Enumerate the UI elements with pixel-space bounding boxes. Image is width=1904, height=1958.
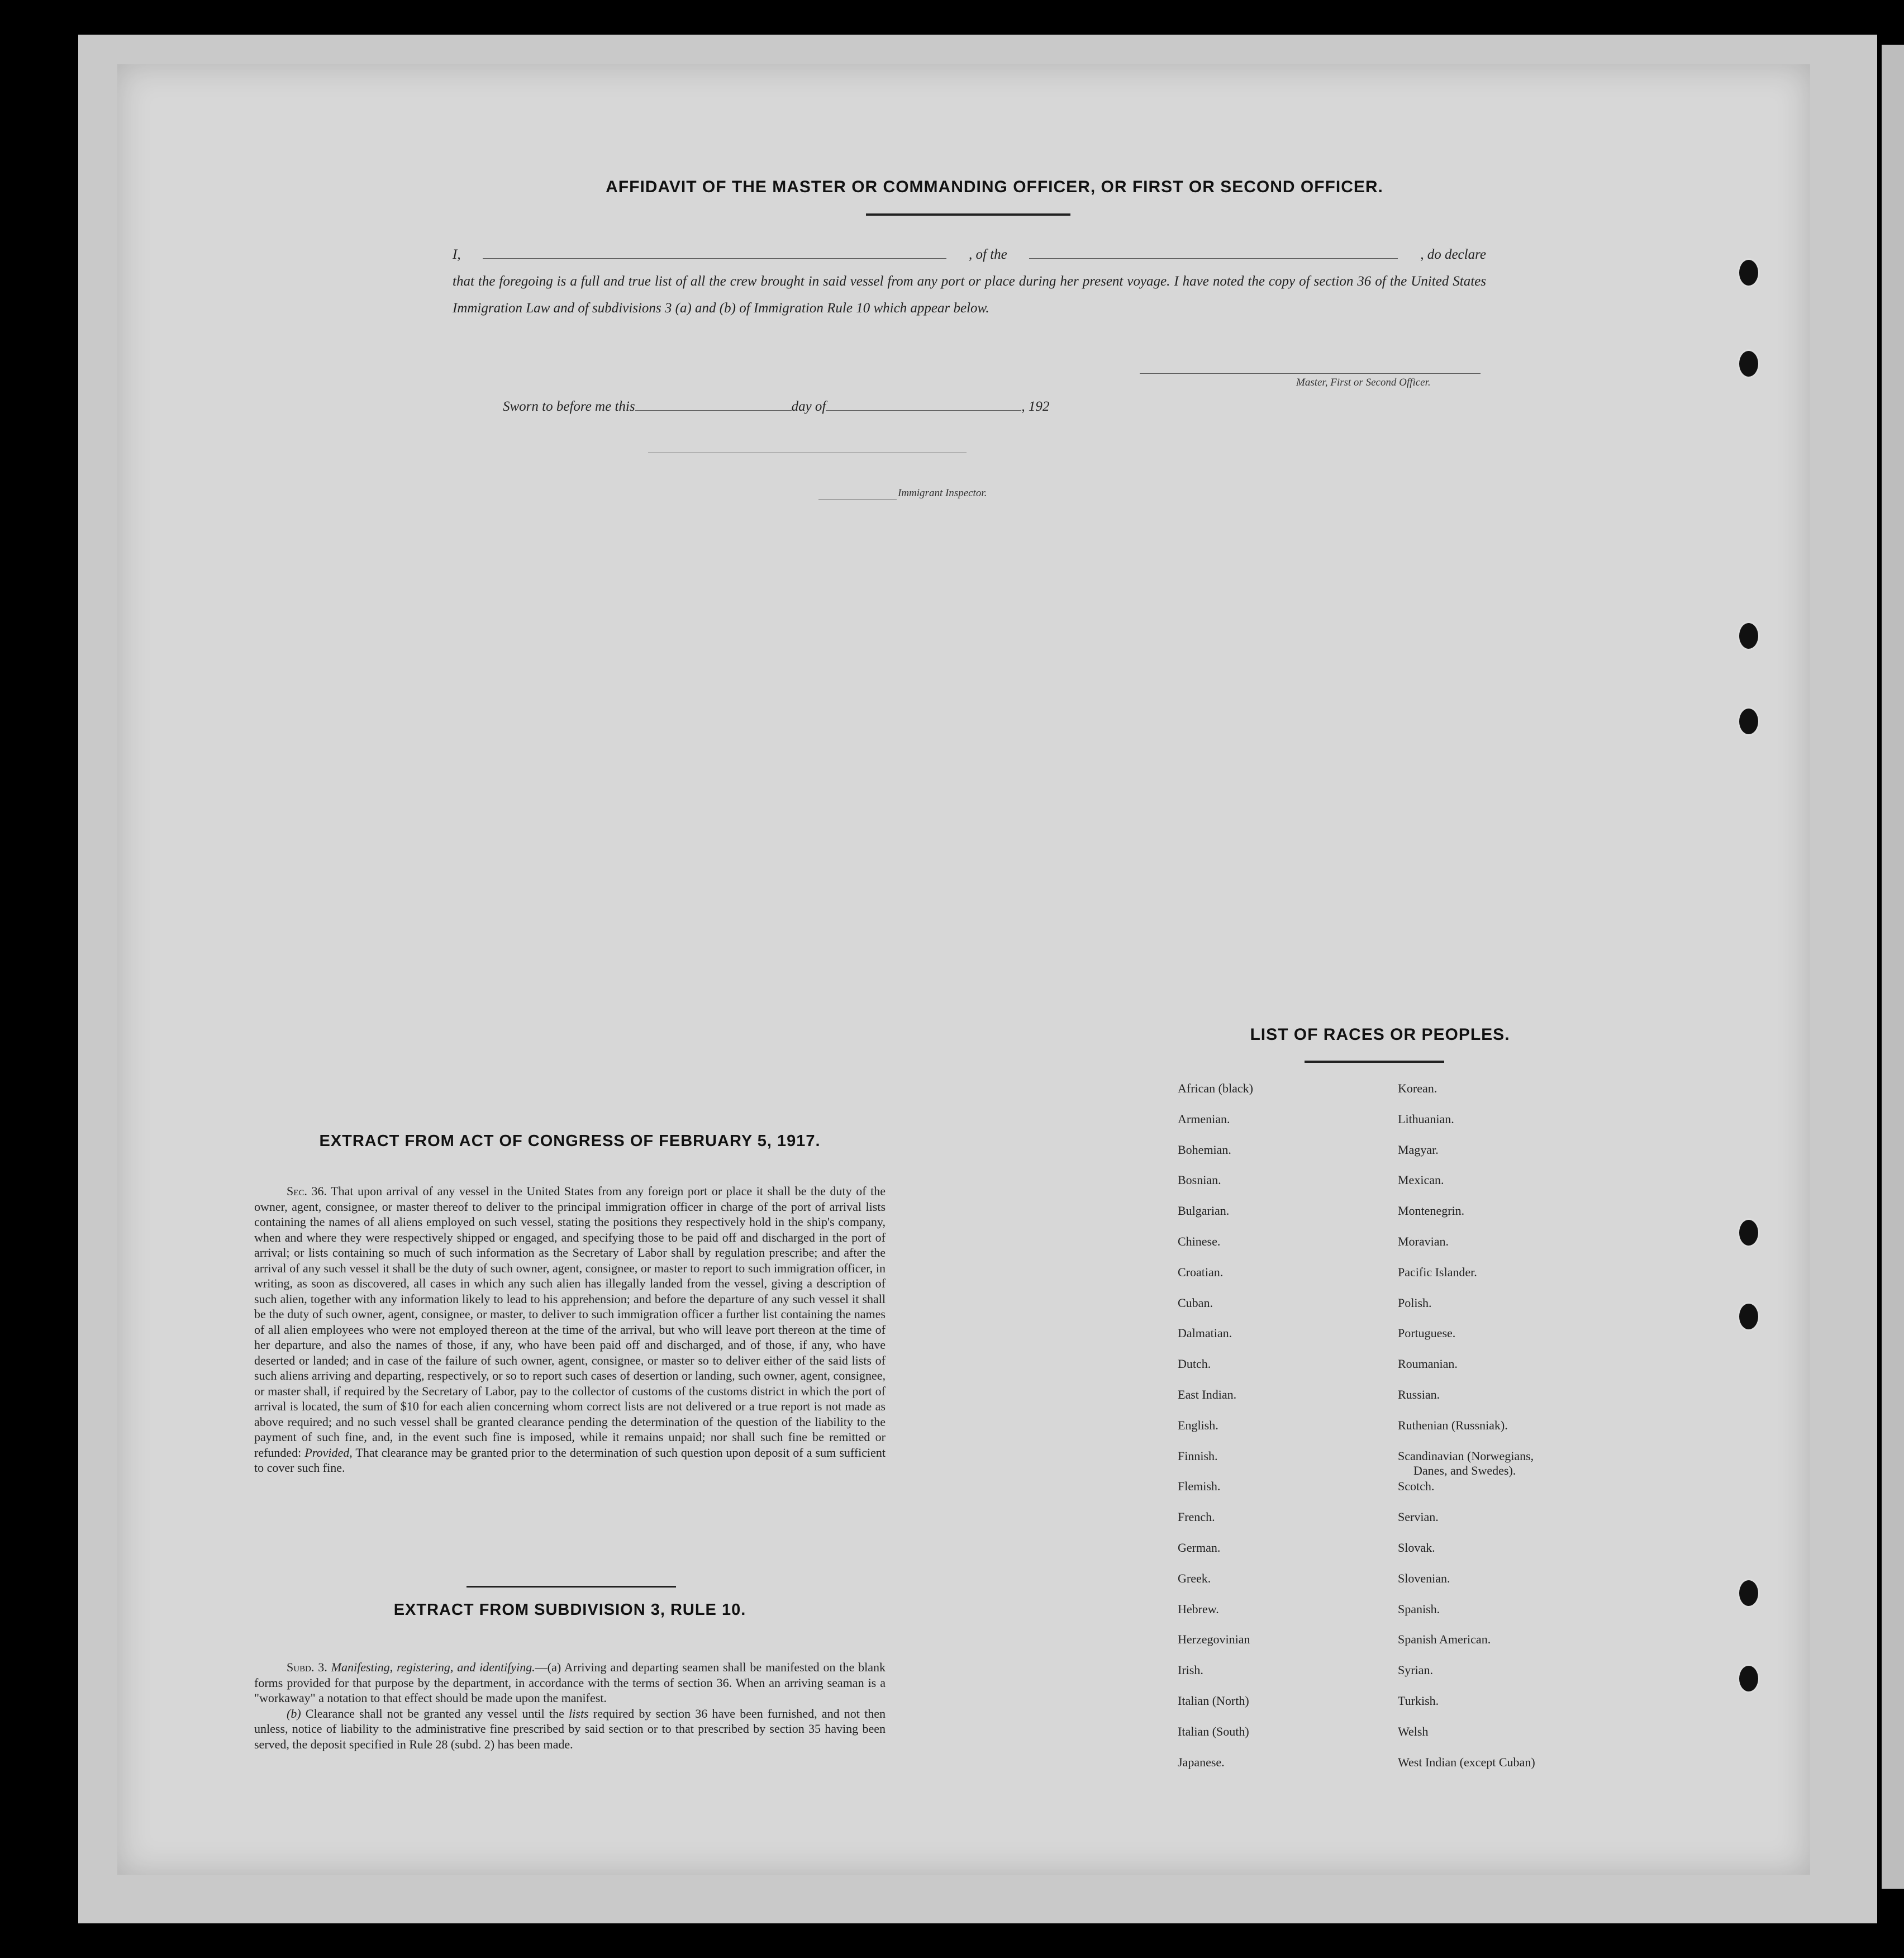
subd-heading: Manifesting, registering, and identifying. xyxy=(331,1660,535,1674)
race-item: Greek. xyxy=(1178,1571,1211,1585)
race-item: Korean. xyxy=(1398,1081,1437,1095)
race-item: Flemish. xyxy=(1178,1479,1221,1494)
subd-label: Subd. 3. xyxy=(287,1660,327,1674)
race-item: Dalmatian. xyxy=(1178,1326,1232,1341)
extract-rule-title: EXTRACT FROM SUBDIVISION 3, RULE 10. xyxy=(393,1601,746,1619)
punch-hole xyxy=(1738,707,1760,736)
race-item: Dutch. xyxy=(1178,1357,1211,1371)
subdivision-3-text xyxy=(254,1660,886,1752)
provided-word: Provided, xyxy=(304,1445,353,1460)
paragraph-a xyxy=(254,1660,886,1706)
race-item: Portuguese. xyxy=(1398,1326,1456,1341)
race-item: Welsh xyxy=(1398,1724,1429,1738)
affidavit-title: AFFIDAVIT OF THE MASTER OR COMMANDING OFFICER, OR FIRST OR SECOND OFFICER. xyxy=(606,178,1383,196)
race-item: Bohemian. xyxy=(1178,1142,1231,1157)
punch-hole xyxy=(1738,1302,1760,1331)
race-item: Mexican. xyxy=(1398,1173,1444,1187)
race-item: Bulgarian. xyxy=(1178,1204,1230,1218)
sworn-year: , 192 xyxy=(1021,399,1050,414)
para-b-label: (b) xyxy=(287,1706,301,1721)
race-item: Magyar. xyxy=(1398,1142,1439,1157)
race-item: Montenegrin. xyxy=(1398,1204,1465,1218)
race-item: Spanish. xyxy=(1398,1601,1440,1616)
race-item: Japanese. xyxy=(1178,1755,1225,1769)
do-declare-text: , do declare xyxy=(1420,247,1486,262)
race-item: Spanish American. xyxy=(1398,1632,1491,1647)
punch-hole xyxy=(1738,258,1760,287)
para-a-prefix: —(a) xyxy=(535,1660,561,1674)
race-item-scandinavian-cont: Danes, and Swedes). xyxy=(1413,1463,1516,1477)
para-b-text-1: Clearance shall not be granted any vessel until the xyxy=(305,1706,564,1721)
sworn-day-of: day of xyxy=(791,399,826,414)
section-36-text xyxy=(254,1184,886,1476)
race-item: Scotch. xyxy=(1398,1479,1435,1494)
race-item: Lithuanian. xyxy=(1398,1111,1454,1126)
race-item: Slovak. xyxy=(1398,1540,1435,1555)
race-item: French. xyxy=(1178,1510,1215,1524)
signature-line xyxy=(1140,373,1481,374)
adjacent-sheet xyxy=(1882,45,1904,1889)
sworn-day-field xyxy=(635,410,792,411)
race-item: West Indian (except Cuban) xyxy=(1398,1755,1535,1769)
race-item: Moravian. xyxy=(1398,1234,1449,1248)
sworn-month-field xyxy=(826,410,1021,411)
signature-label: Master, First or Second Officer. xyxy=(1296,377,1431,388)
punch-hole xyxy=(1738,621,1760,650)
punch-hole xyxy=(1738,349,1760,378)
extract-act-title: EXTRACT FROM ACT OF CONGRESS OF FEBRUARY 5, 1917. xyxy=(319,1132,821,1150)
paragraph-b xyxy=(254,1706,886,1752)
race-item: Roumanian. xyxy=(1398,1357,1458,1371)
race-item: Armenian. xyxy=(1178,1111,1230,1126)
race-item: Servian. xyxy=(1398,1510,1439,1524)
sworn-prefix: Sworn to before me this xyxy=(503,399,635,414)
punch-hole xyxy=(1738,1218,1760,1247)
vessel-name-field xyxy=(1029,258,1398,259)
race-item: Turkish. xyxy=(1398,1693,1439,1708)
of-the-text: , of the xyxy=(969,247,1007,262)
race-item: Herzegovinian xyxy=(1178,1632,1250,1647)
race-item: African (black) xyxy=(1178,1081,1253,1095)
para-b-text-2: required by section 36 have been furnished, and not then unless, notice of liability to the administrative fine prescribed by said section or to that prescribed by section 35 having been served, the deposit specified in Rule 28 (subd. 2) has been made. xyxy=(254,1706,886,1751)
race-item: Chinese. xyxy=(1178,1234,1221,1248)
race-item: Russian. xyxy=(1398,1387,1440,1401)
race-item: Italian (South) xyxy=(1178,1724,1249,1738)
race-item: Irish. xyxy=(1178,1663,1203,1677)
race-item: Finnish. xyxy=(1178,1448,1218,1463)
inspector-label: Immigrant Inspector. xyxy=(898,487,987,499)
punch-hole xyxy=(1738,1664,1760,1693)
race-item: Syrian. xyxy=(1398,1663,1433,1677)
race-item: Hebrew. xyxy=(1178,1601,1219,1616)
race-item: East Indian. xyxy=(1178,1387,1237,1401)
para-a-text: Arriving and departing seamen shall be manifested on the blank forms provided for that purpose by the department, in accordance with the terms of section 36. When an arriving seaman is a "workaway" a notation to that effect should be made upon the manifest. xyxy=(254,1660,886,1705)
extract-divider xyxy=(467,1586,676,1588)
section-label: Sec. 36. xyxy=(287,1184,327,1198)
provided-text: That clearance may be granted prior to the determination of such question upon deposit of a sum sufficient to cover such fine. xyxy=(254,1445,886,1475)
race-item: Cuban. xyxy=(1178,1295,1213,1310)
race-item: Bosnian. xyxy=(1178,1173,1221,1187)
race-item: English. xyxy=(1178,1418,1218,1432)
affidavit-body: that the foregoing is a full and true list of all the crew brought in said vessel from any port or place during her present voyage. I have noted the copy of section 36 of the United States Immigration Law and of subdivisions 3 (a) and (b) of Immigration Rule 10 which appear below. xyxy=(453,274,1486,316)
race-item: Polish. xyxy=(1398,1295,1432,1310)
section-text: That upon arrival of any vessel in the United States from any foreign port or place it shall be the duty of the owner, agent, consignee, or master thereof to deliver to the principal immigration officer in charge of the port of arrival lists containing the names of all aliens employed on such vessel, stating the positions they respectively hold in the ship's company, when and where they were respectively shipped or engaged, and specifying those to be paid off and discharged in the port of arrival; or lists containing so much of such information as the Secretary of Labor shall by regulation prescribe; and after the arrival of any such vessel it shall be the duty of such owner, agent, consignee, or master to report to such immigration officer, in writing, as soon as discovered, all cases in which any such alien has illegally landed from the vessel, giving a description of such alien, together with any information likely to lead to his apprehension; and before the departure of any such vessel it shall be the duty of such owner, agent, consignee, or master, to deliver to such immigration officer a further list containing the names of all alien employees who were not employed thereon at the time of the arrival, but who will leave port thereon at the time of her departure, and also the names of those, if any, who have been paid off and discharged, and of those, if any, who have deserted or landed; and in case of the failure of such owner, agent, consignee, or master so to deliver either of the said lists of such aliens arriving and departing, respectively, or so to report such cases of desertion or landing, such owner, agent, consignee, or master shall, if required by the Secretary of Labor, pay to the collector of customs of the customs district in which the port of arrival is located, the sum of $10 for each alien concerning whom correct lists are not delivered or a true report is not made as above required; and no such vessel shall be granted clearance pending the determination of the question of the liability to the payment of such fine, and, in the event such fine is imposed, while it remains unpaid; nor shall such fine be remitted or refunded: xyxy=(254,1184,886,1460)
race-item: Pacific Islander. xyxy=(1398,1265,1477,1279)
punch-hole xyxy=(1738,1579,1760,1608)
declarant-prefix: I, xyxy=(453,247,461,262)
race-item: German. xyxy=(1178,1540,1221,1555)
races-rule xyxy=(1305,1061,1444,1063)
race-item: Slovenian. xyxy=(1398,1571,1450,1585)
affidavit-declaration xyxy=(453,241,1486,322)
race-item: Ruthenian (Russniak). xyxy=(1398,1418,1508,1432)
race-item-scandinavian: Scandinavian (Norwegians, xyxy=(1398,1448,1534,1463)
race-item: Croatian. xyxy=(1178,1265,1224,1279)
title-rule xyxy=(866,213,1070,216)
sworn-statement xyxy=(503,399,1049,415)
declarant-name-field xyxy=(483,258,946,259)
races-title: LIST OF RACES OR PEOPLES. xyxy=(1250,1025,1510,1044)
races-right-column xyxy=(1398,1081,1535,1785)
race-item: Italian (North) xyxy=(1178,1693,1249,1708)
race-item xyxy=(1398,1449,1535,1480)
races-left-column xyxy=(1178,1081,1253,1785)
para-b-lists: lists xyxy=(569,1706,589,1721)
